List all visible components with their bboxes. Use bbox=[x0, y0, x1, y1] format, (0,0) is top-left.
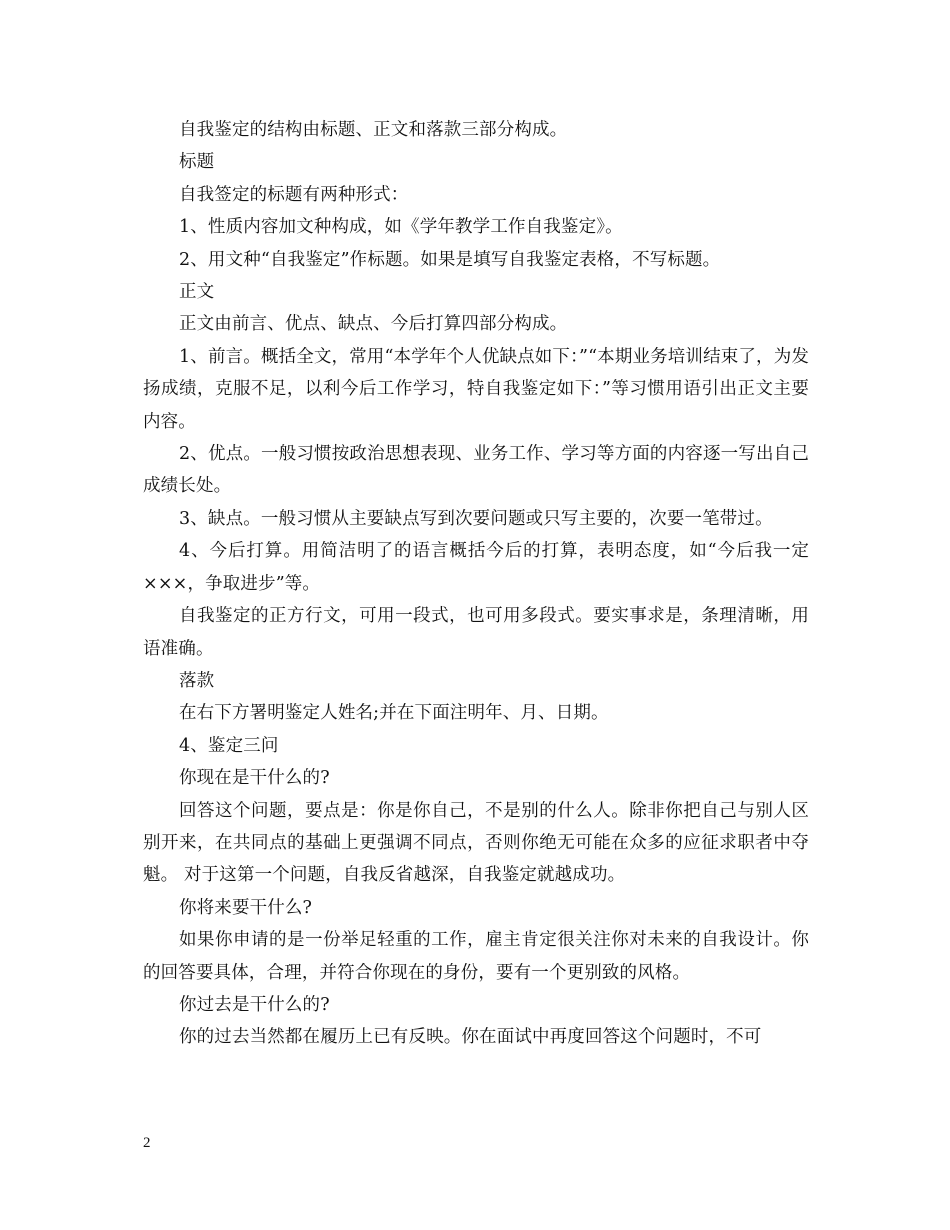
question-future: 你将来要干什么? bbox=[179, 897, 313, 918]
heading-title: 标题 bbox=[179, 152, 215, 173]
paragraph-present-answer: 回答这个问题，要点是：你是你自己，不是别的什么人。除非你把自己与别人区别开来，在共同点的基础上更强调不同点，否则你绝无可能在众多的应征求职者中夺魁。 对于这第一个问题，自我反省越深，自我鉴定就越成功。 bbox=[143, 800, 809, 886]
paragraph-title-forms: 自我签定的标题有两种形式： bbox=[179, 184, 409, 205]
heading-body: 正文 bbox=[179, 282, 215, 303]
heading-signature: 落款 bbox=[179, 670, 215, 691]
paragraph-past-answer: 你的过去当然都在履历上已有反映。你在面试中再度回答这个问题时，不可 bbox=[179, 1027, 762, 1048]
paragraph-body-parts: 正文由前言、优点、缺点、今后打算四部分构成。 bbox=[179, 314, 568, 335]
paragraph-structure-intro: 自我鉴定的结构由标题、正文和落款三部分构成。 bbox=[179, 120, 568, 140]
paragraph-title-form-2: 2、用文种“自我鉴定”作标题。如果是填写自我鉴定表格，不写标题。 bbox=[179, 249, 721, 270]
page-number: 2 bbox=[143, 1135, 151, 1151]
document-body bbox=[143, 114, 809, 1054]
paragraph-signature-details: 在右下方署明鉴定人姓名;并在下面注明年、月、日期。 bbox=[179, 703, 609, 724]
paragraph-weaknesses: 3、缺点。一般习惯从主要缺点写到次要问题或只写主要的，次要一笔带过。 bbox=[179, 508, 773, 529]
question-present: 你现在是干什么的? bbox=[179, 768, 330, 789]
paragraph-title-form-1: 1、性质内容加文种构成，如《学年教学工作自我鉴定》。 bbox=[179, 217, 623, 238]
heading-three-questions: 4、鉴定三问 bbox=[179, 735, 279, 756]
paragraph-writing-style: 自我鉴定的正方行文，可用一段式，也可用多段式。要实事求是，条理清晰，用语准确。 bbox=[143, 606, 809, 659]
paragraph-future-answer: 如果你申请的是一份举足轻重的工作，雇主肯定很关注你对未来的自我设计。你的回答要具体，合理，并符合你现在的身份，要有一个更别致的风格。 bbox=[143, 930, 809, 983]
paragraph-preface: 1、前言。概括全文，常用“本学年个人优缺点如下：”“本期业务培训结束了，为发扬成绩，克服不足，以利今后工作学习，特自我鉴定如下：”等习惯用语引出正文主要内容。 bbox=[143, 346, 809, 432]
paragraph-strengths: 2、优点。一般习惯按政治思想表现、业务工作、学习等方面的内容逐一写出自己成绩长处。 bbox=[143, 444, 809, 497]
paragraph-future-plans: 4、今后打算。用简洁明了的语言概括今后的打算，表明态度，如“今后我一定×××，争取进步”等。 bbox=[143, 541, 809, 594]
question-past: 你过去是干什么的? bbox=[179, 994, 330, 1015]
